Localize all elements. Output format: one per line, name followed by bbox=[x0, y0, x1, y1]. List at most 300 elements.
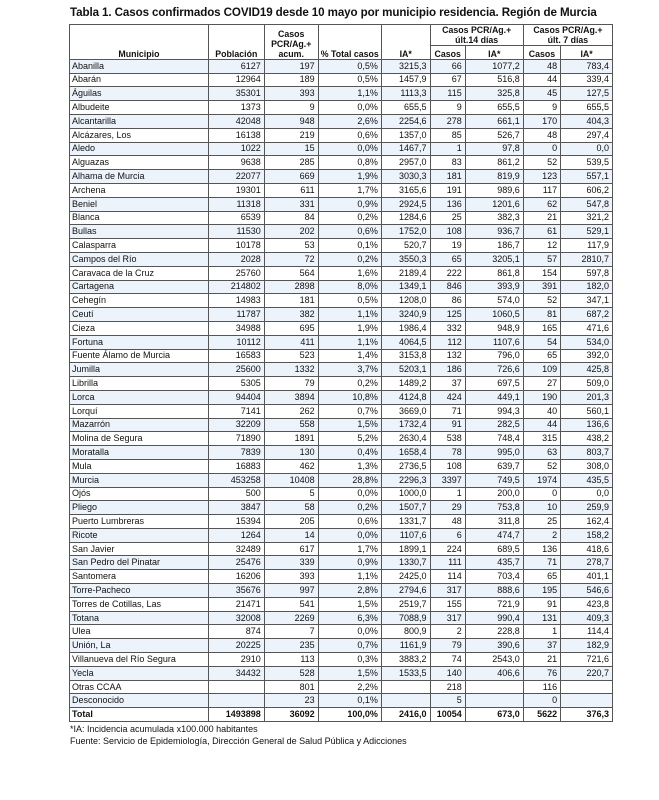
cell-municipio: Beniel bbox=[70, 197, 209, 211]
table-row bbox=[70, 266, 613, 280]
cell-casos-7: 44 bbox=[523, 73, 560, 87]
cell-casos-acum: 393 bbox=[264, 87, 318, 101]
cell-poblacion: 32008 bbox=[208, 611, 264, 625]
cell-ia-7: 2810,7 bbox=[561, 252, 613, 266]
cell-ia-7: 687,2 bbox=[561, 308, 613, 322]
cell-ia-14: 516,8 bbox=[465, 73, 523, 87]
cell-poblacion: 14983 bbox=[208, 294, 264, 308]
cell-ia-14: 753,8 bbox=[465, 501, 523, 515]
cell-poblacion: 34432 bbox=[208, 666, 264, 680]
cell-pct-total: 8,0% bbox=[318, 280, 381, 294]
cell-casos-7: 170 bbox=[523, 114, 560, 128]
cell-casos-7: 21 bbox=[523, 653, 560, 667]
cell-casos-7: 63 bbox=[523, 446, 560, 460]
cell-ia-14: 97,8 bbox=[465, 142, 523, 156]
cell-municipio: Fuente Álamo de Murcia bbox=[70, 349, 209, 363]
table-row bbox=[70, 611, 613, 625]
table-row bbox=[70, 404, 613, 418]
cell-poblacion: 6539 bbox=[208, 211, 264, 225]
cell-casos-7: 315 bbox=[523, 432, 560, 446]
cell-casos-7: 0 bbox=[523, 694, 560, 708]
cell-casos-7: 76 bbox=[523, 666, 560, 680]
cell-pct-total: 0,4% bbox=[318, 446, 381, 460]
cell-poblacion: 20225 bbox=[208, 639, 264, 653]
cell-municipio: Albudeite bbox=[70, 101, 209, 115]
cell-ia: 1208,0 bbox=[381, 294, 430, 308]
cell-ia: 3240,9 bbox=[381, 308, 430, 322]
cell-casos-7: 0 bbox=[523, 142, 560, 156]
cell-pct-total: 0,9% bbox=[318, 197, 381, 211]
cell-casos-7: 54 bbox=[523, 335, 560, 349]
cell-pct-total: 1,1% bbox=[318, 335, 381, 349]
cell-municipio: Ricote bbox=[70, 528, 209, 542]
cell-casos-acum: 15 bbox=[264, 142, 318, 156]
table-row bbox=[70, 114, 613, 128]
cell-casos-14: 218 bbox=[430, 680, 465, 694]
cell-ia-7: 0,0 bbox=[561, 487, 613, 501]
cell-casos-14: 222 bbox=[430, 266, 465, 280]
cell-pct-total: 1,7% bbox=[318, 183, 381, 197]
cell-casos-acum: 462 bbox=[264, 459, 318, 473]
total-casos-7: 5622 bbox=[523, 708, 560, 722]
cell-ia-14: 390,6 bbox=[465, 639, 523, 653]
cell-ia-14: 382,3 bbox=[465, 211, 523, 225]
cell-ia: 1357,0 bbox=[381, 128, 430, 142]
cell-ia-14: 989,6 bbox=[465, 183, 523, 197]
table-row bbox=[70, 584, 613, 598]
cell-casos-7: 391 bbox=[523, 280, 560, 294]
cell-municipio: Puerto Lumbreras bbox=[70, 515, 209, 529]
cell-ia: 1507,7 bbox=[381, 501, 430, 515]
cell-municipio: Unión, La bbox=[70, 639, 209, 653]
cell-ia-14: 574,0 bbox=[465, 294, 523, 308]
cell-municipio: Alcázares, Los bbox=[70, 128, 209, 142]
table-row bbox=[70, 156, 613, 170]
cell-ia-7: 297,4 bbox=[561, 128, 613, 142]
cell-pct-total: 1,6% bbox=[318, 266, 381, 280]
cell-municipio: Mazarrón bbox=[70, 418, 209, 432]
cell-ia-7: 201,3 bbox=[561, 390, 613, 404]
cell-ia: 2924,5 bbox=[381, 197, 430, 211]
cell-pct-total: 0,2% bbox=[318, 252, 381, 266]
cell-ia: 1467,7 bbox=[381, 142, 430, 156]
cell-ia-14: 995,0 bbox=[465, 446, 523, 460]
cell-poblacion bbox=[208, 680, 264, 694]
header-municipio: Municipio bbox=[70, 25, 209, 60]
cell-ia-14: 703,4 bbox=[465, 570, 523, 584]
cell-casos-14: 67 bbox=[430, 73, 465, 87]
cell-ia-14: 749,5 bbox=[465, 473, 523, 487]
cell-ia-7: 534,0 bbox=[561, 335, 613, 349]
cell-ia-14: 888,6 bbox=[465, 584, 523, 598]
cell-casos-acum: 558 bbox=[264, 418, 318, 432]
table-row bbox=[70, 239, 613, 253]
cell-poblacion bbox=[208, 694, 264, 708]
cell-municipio: San Pedro del Pinatar bbox=[70, 556, 209, 570]
cell-municipio: Abanilla bbox=[70, 59, 209, 73]
cell-poblacion: 2028 bbox=[208, 252, 264, 266]
table-row bbox=[70, 252, 613, 266]
cell-casos-7: 48 bbox=[523, 128, 560, 142]
header-ia-7: IA* bbox=[561, 46, 613, 60]
cell-casos-14: 538 bbox=[430, 432, 465, 446]
table-row bbox=[70, 128, 613, 142]
cell-casos-14: 66 bbox=[430, 59, 465, 73]
cell-poblacion: 71890 bbox=[208, 432, 264, 446]
cell-casos-14: 114 bbox=[430, 570, 465, 584]
cell-casos-14: 136 bbox=[430, 197, 465, 211]
cell-casos-14: 155 bbox=[430, 597, 465, 611]
cell-municipio: Alhama de Murcia bbox=[70, 170, 209, 184]
cell-poblacion: 10178 bbox=[208, 239, 264, 253]
table-row bbox=[70, 694, 613, 708]
cell-pct-total: 2,2% bbox=[318, 680, 381, 694]
cell-casos-acum: 235 bbox=[264, 639, 318, 653]
table-row bbox=[70, 321, 613, 335]
cell-ia-7: 418,6 bbox=[561, 542, 613, 556]
cell-ia-14: 796,0 bbox=[465, 349, 523, 363]
cell-pct-total: 0,6% bbox=[318, 225, 381, 239]
cell-poblacion: 19301 bbox=[208, 183, 264, 197]
cell-casos-7: 10 bbox=[523, 501, 560, 515]
cell-municipio: Molina de Segura bbox=[70, 432, 209, 446]
cell-ia-7: 401,1 bbox=[561, 570, 613, 584]
cell-casos-acum: 611 bbox=[264, 183, 318, 197]
table-row bbox=[70, 377, 613, 391]
cell-casos-7: 25 bbox=[523, 515, 560, 529]
cell-ia-7: 529,1 bbox=[561, 225, 613, 239]
header-casos-14: Casos bbox=[430, 46, 465, 60]
cell-casos-14: 332 bbox=[430, 321, 465, 335]
cell-casos-7: 81 bbox=[523, 308, 560, 322]
cell-municipio: Mula bbox=[70, 459, 209, 473]
cell-casos-acum: 130 bbox=[264, 446, 318, 460]
cell-pct-total: 1,1% bbox=[318, 570, 381, 584]
cell-ia: 2425,0 bbox=[381, 570, 430, 584]
cell-casos-14: 132 bbox=[430, 349, 465, 363]
cell-ia-7: 278,7 bbox=[561, 556, 613, 570]
cell-casos-acum: 382 bbox=[264, 308, 318, 322]
cell-municipio: Águilas bbox=[70, 87, 209, 101]
total-poblacion: 1493898 bbox=[208, 708, 264, 722]
cell-casos-acum: 79 bbox=[264, 377, 318, 391]
cell-municipio: Santomera bbox=[70, 570, 209, 584]
cell-ia-7: 655,5 bbox=[561, 101, 613, 115]
cell-ia: 1899,1 bbox=[381, 542, 430, 556]
cell-ia-14: 311,8 bbox=[465, 515, 523, 529]
cell-casos-14: 29 bbox=[430, 501, 465, 515]
cell-municipio: Murcia bbox=[70, 473, 209, 487]
cell-poblacion: 35676 bbox=[208, 584, 264, 598]
cell-casos-acum: 262 bbox=[264, 404, 318, 418]
cell-casos-acum: 285 bbox=[264, 156, 318, 170]
cell-ia: 2189,4 bbox=[381, 266, 430, 280]
cell-ia: 1457,9 bbox=[381, 73, 430, 87]
cell-municipio: Ulea bbox=[70, 625, 209, 639]
cell-casos-14: 1 bbox=[430, 142, 465, 156]
cell-casos-acum: 23 bbox=[264, 694, 318, 708]
cell-casos-7: 40 bbox=[523, 404, 560, 418]
cell-casos-7: 48 bbox=[523, 59, 560, 73]
cell-municipio: Cehegín bbox=[70, 294, 209, 308]
table-row bbox=[70, 597, 613, 611]
cell-pct-total: 6,3% bbox=[318, 611, 381, 625]
cell-ia: 4064,5 bbox=[381, 335, 430, 349]
cell-municipio: Alguazas bbox=[70, 156, 209, 170]
footnote: *IA: Incidencia acumulada x100.000 habitantes bbox=[70, 724, 258, 734]
cell-casos-acum: 541 bbox=[264, 597, 318, 611]
header-group-14-days: Casos PCR/Ag.+ últ.14 días bbox=[430, 25, 523, 46]
table-row bbox=[70, 653, 613, 667]
cell-municipio: Lorca bbox=[70, 390, 209, 404]
cell-casos-acum: 3894 bbox=[264, 390, 318, 404]
cell-ia-14: 861,8 bbox=[465, 266, 523, 280]
cell-ia: 1107,6 bbox=[381, 528, 430, 542]
cell-ia-7: 803,7 bbox=[561, 446, 613, 460]
cell-casos-7: 165 bbox=[523, 321, 560, 335]
total-ia-7: 376,3 bbox=[561, 708, 613, 722]
cell-casos-acum: 84 bbox=[264, 211, 318, 225]
cell-poblacion: 7839 bbox=[208, 446, 264, 460]
cell-pct-total: 0,5% bbox=[318, 59, 381, 73]
header-casos-acum: Casos PCR/Ag.+ acum. bbox=[264, 25, 318, 60]
cell-poblacion: 874 bbox=[208, 625, 264, 639]
cell-ia: 1752,0 bbox=[381, 225, 430, 239]
cell-casos-acum: 2898 bbox=[264, 280, 318, 294]
cell-pct-total: 0,2% bbox=[318, 377, 381, 391]
cell-casos-7: 52 bbox=[523, 294, 560, 308]
cell-ia: 2630,4 bbox=[381, 432, 430, 446]
table-row bbox=[70, 542, 613, 556]
cell-casos-7: 2 bbox=[523, 528, 560, 542]
cell-ia: 5203,1 bbox=[381, 363, 430, 377]
cell-casos-7: 37 bbox=[523, 639, 560, 653]
cell-pct-total: 0,0% bbox=[318, 142, 381, 156]
cell-casos-acum: 997 bbox=[264, 584, 318, 598]
table-body bbox=[70, 59, 613, 721]
cell-ia: 1000,0 bbox=[381, 487, 430, 501]
cell-poblacion: 16883 bbox=[208, 459, 264, 473]
cell-ia-14: 282,5 bbox=[465, 418, 523, 432]
cell-municipio: Otras CCAA bbox=[70, 680, 209, 694]
cell-ia-14: 1077,2 bbox=[465, 59, 523, 73]
cell-ia: 800,9 bbox=[381, 625, 430, 639]
cell-pct-total: 0,8% bbox=[318, 156, 381, 170]
table-row bbox=[70, 680, 613, 694]
cell-casos-acum: 948 bbox=[264, 114, 318, 128]
cell-casos-14: 19 bbox=[430, 239, 465, 253]
cell-casos-14: 71 bbox=[430, 404, 465, 418]
table-row bbox=[70, 390, 613, 404]
cell-ia-14: 200,0 bbox=[465, 487, 523, 501]
cell-pct-total: 1,9% bbox=[318, 170, 381, 184]
cell-casos-acum: 9 bbox=[264, 101, 318, 115]
total-ia-14: 673,0 bbox=[465, 708, 523, 722]
cell-poblacion: 15394 bbox=[208, 515, 264, 529]
cell-ia: 7088,9 bbox=[381, 611, 430, 625]
cell-casos-14: 846 bbox=[430, 280, 465, 294]
cell-municipio: Pliego bbox=[70, 501, 209, 515]
cell-poblacion: 11530 bbox=[208, 225, 264, 239]
cell-poblacion: 32209 bbox=[208, 418, 264, 432]
cell-casos-7: 21 bbox=[523, 211, 560, 225]
cell-ia: 1658,4 bbox=[381, 446, 430, 460]
cell-casos-acum: 181 bbox=[264, 294, 318, 308]
cell-ia-7: 423,8 bbox=[561, 597, 613, 611]
cell-pct-total: 1,1% bbox=[318, 87, 381, 101]
cell-casos-14: 186 bbox=[430, 363, 465, 377]
cell-casos-7: 136 bbox=[523, 542, 560, 556]
cell-poblacion: 42048 bbox=[208, 114, 264, 128]
cell-municipio: Fortuna bbox=[70, 335, 209, 349]
header-pct-total: % Total casos bbox=[318, 25, 381, 60]
cell-poblacion: 34988 bbox=[208, 321, 264, 335]
cell-municipio: Librilla bbox=[70, 377, 209, 391]
header-poblacion: Población bbox=[208, 25, 264, 60]
cell-ia: 1533,5 bbox=[381, 666, 430, 680]
cell-municipio: Campos del Río bbox=[70, 252, 209, 266]
table-row bbox=[70, 515, 613, 529]
cell-casos-14: 115 bbox=[430, 87, 465, 101]
table-row bbox=[70, 59, 613, 73]
header-ia-14: IA* bbox=[465, 46, 523, 60]
cell-casos-14: 191 bbox=[430, 183, 465, 197]
cell-pct-total: 0,2% bbox=[318, 501, 381, 515]
cell-pct-total: 1,5% bbox=[318, 418, 381, 432]
table-row bbox=[70, 335, 613, 349]
cell-ia-14: 1107,6 bbox=[465, 335, 523, 349]
total-ia: 2416,0 bbox=[381, 708, 430, 722]
cell-casos-7: 91 bbox=[523, 597, 560, 611]
cell-casos-14: 91 bbox=[430, 418, 465, 432]
cell-ia-14: 689,5 bbox=[465, 542, 523, 556]
cell-ia-7: 438,2 bbox=[561, 432, 613, 446]
table-row bbox=[70, 459, 613, 473]
cell-poblacion: 3847 bbox=[208, 501, 264, 515]
cell-casos-7: 116 bbox=[523, 680, 560, 694]
cell-municipio: Calasparra bbox=[70, 239, 209, 253]
cell-poblacion: 35301 bbox=[208, 87, 264, 101]
cell-ia-14: 3205,1 bbox=[465, 252, 523, 266]
cell-poblacion: 10112 bbox=[208, 335, 264, 349]
cell-poblacion: 500 bbox=[208, 487, 264, 501]
cell-poblacion: 21471 bbox=[208, 597, 264, 611]
cell-casos-14: 6 bbox=[430, 528, 465, 542]
cell-ia-7: 0,0 bbox=[561, 142, 613, 156]
cell-municipio: Ceutí bbox=[70, 308, 209, 322]
cell-casos-7: 0 bbox=[523, 487, 560, 501]
table-row bbox=[70, 197, 613, 211]
cell-casos-7: 45 bbox=[523, 87, 560, 101]
cell-casos-7: 12 bbox=[523, 239, 560, 253]
cell-ia: 3669,0 bbox=[381, 404, 430, 418]
cell-casos-14: 424 bbox=[430, 390, 465, 404]
source-note: Fuente: Servicio de Epidemiología, Dirección General de Salud Pública y Adicciones bbox=[70, 736, 407, 746]
cell-poblacion: 11318 bbox=[208, 197, 264, 211]
cell-ia-14: 697,5 bbox=[465, 377, 523, 391]
cell-ia-7: 539,5 bbox=[561, 156, 613, 170]
cell-ia-7: 425,8 bbox=[561, 363, 613, 377]
cell-pct-total: 0,0% bbox=[318, 487, 381, 501]
cell-casos-14: 37 bbox=[430, 377, 465, 391]
cell-pct-total: 0,7% bbox=[318, 404, 381, 418]
cell-poblacion: 9638 bbox=[208, 156, 264, 170]
table-row bbox=[70, 625, 613, 639]
cell-ia-7: 471,6 bbox=[561, 321, 613, 335]
cell-ia-14: 474,7 bbox=[465, 528, 523, 542]
table-row bbox=[70, 501, 613, 515]
cell-ia-7: 259,9 bbox=[561, 501, 613, 515]
cell-ia-14: 325,8 bbox=[465, 87, 523, 101]
cell-poblacion: 11787 bbox=[208, 308, 264, 322]
table-row bbox=[70, 556, 613, 570]
cell-municipio: Cartagena bbox=[70, 280, 209, 294]
table-row bbox=[70, 473, 613, 487]
cell-casos-acum: 58 bbox=[264, 501, 318, 515]
cell-casos-14: 9 bbox=[430, 101, 465, 115]
cell-ia-7: 162,4 bbox=[561, 515, 613, 529]
cell-casos-acum: 1332 bbox=[264, 363, 318, 377]
cell-casos-14: 2 bbox=[430, 625, 465, 639]
cell-ia-7: 117,9 bbox=[561, 239, 613, 253]
cell-casos-acum: 528 bbox=[264, 666, 318, 680]
cell-ia bbox=[381, 694, 430, 708]
cell-poblacion: 2910 bbox=[208, 653, 264, 667]
cell-casos-acum: 339 bbox=[264, 556, 318, 570]
cell-ia: 1732,4 bbox=[381, 418, 430, 432]
cell-casos-acum: 331 bbox=[264, 197, 318, 211]
cell-casos-14: 112 bbox=[430, 335, 465, 349]
cell-ia-7: 182,0 bbox=[561, 280, 613, 294]
cell-ia-14: 948,9 bbox=[465, 321, 523, 335]
header-casos-7: Casos bbox=[523, 46, 560, 60]
cell-ia-14: 936,7 bbox=[465, 225, 523, 239]
cell-casos-7: 52 bbox=[523, 156, 560, 170]
table-title: Tabla 1. Casos confirmados COVID19 desde 10 mayo por municipio residencia. Región de Murcia bbox=[70, 6, 597, 19]
cell-ia-7: 321,2 bbox=[561, 211, 613, 225]
cell-casos-acum: 411 bbox=[264, 335, 318, 349]
cell-pct-total: 1,5% bbox=[318, 666, 381, 680]
cell-pct-total: 0,7% bbox=[318, 639, 381, 653]
cell-ia-14: 526,7 bbox=[465, 128, 523, 142]
cell-ia-7: 606,2 bbox=[561, 183, 613, 197]
cell-poblacion: 5305 bbox=[208, 377, 264, 391]
cell-ia: 1113,3 bbox=[381, 87, 430, 101]
cell-ia-7: 114,4 bbox=[561, 625, 613, 639]
table-row bbox=[70, 418, 613, 432]
cell-poblacion: 22077 bbox=[208, 170, 264, 184]
cell-municipio: Yecla bbox=[70, 666, 209, 680]
cell-casos-7: 1 bbox=[523, 625, 560, 639]
table-row bbox=[70, 487, 613, 501]
cell-pct-total: 0,0% bbox=[318, 101, 381, 115]
cell-pct-total: 1,7% bbox=[318, 542, 381, 556]
table-row bbox=[70, 87, 613, 101]
cell-pct-total: 3,7% bbox=[318, 363, 381, 377]
cell-ia: 3883,2 bbox=[381, 653, 430, 667]
cell-pct-total: 0,9% bbox=[318, 556, 381, 570]
cell-pct-total: 1,5% bbox=[318, 597, 381, 611]
cell-ia-14: 435,7 bbox=[465, 556, 523, 570]
cell-ia: 2794,6 bbox=[381, 584, 430, 598]
cell-poblacion: 1264 bbox=[208, 528, 264, 542]
cell-casos-7: 131 bbox=[523, 611, 560, 625]
cell-casos-acum: 53 bbox=[264, 239, 318, 253]
cell-ia-7: 509,0 bbox=[561, 377, 613, 391]
cell-pct-total: 0,6% bbox=[318, 128, 381, 142]
header-group-7-days: Casos PCR/Ag.+ últ. 7 días bbox=[523, 25, 612, 46]
cell-ia-14: 406,6 bbox=[465, 666, 523, 680]
